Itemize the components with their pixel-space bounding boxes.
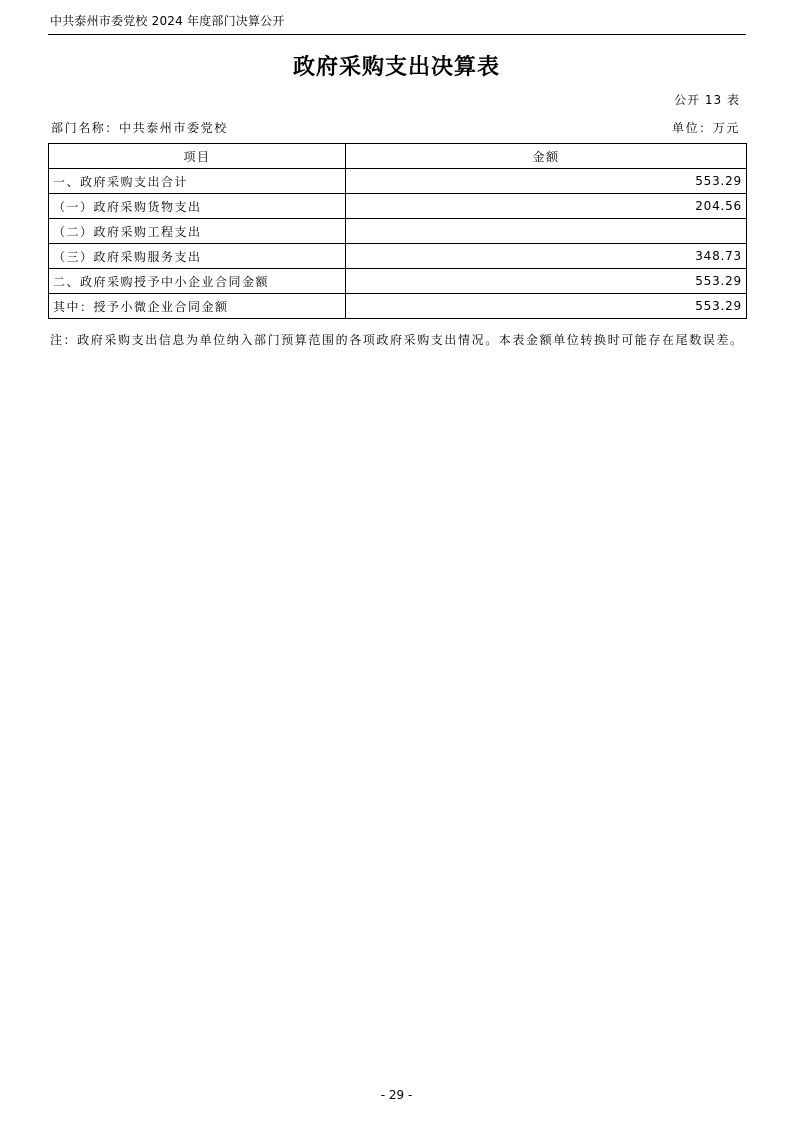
table-number: 公开 13 表 [674,93,740,107]
row-amount: 553.29 [346,169,747,194]
table-note: 注：政府采购支出信息为单位纳入部门预算范围的各项政府采购支出情况。本表金额单位转换时可能存在尾数误差。 [50,333,744,347]
table-row [49,219,747,244]
page-title: 政府采购支出决算表 [292,54,500,80]
column-header-amount: 金额 [346,144,747,169]
unit-label: 单位：万元 [671,121,740,135]
row-amount: 553.29 [346,294,747,319]
row-amount [346,219,747,244]
table-row [49,269,747,294]
row-amount: 204.56 [346,194,747,219]
row-item: （三）政府采购服务支出 [49,244,346,269]
table-row [49,194,747,219]
row-item: （一）政府采购货物支出 [49,194,346,219]
row-amount: 348.73 [346,244,747,269]
column-header-item: 项目 [49,144,346,169]
table-row [49,294,747,319]
document-header: 中共泰州市委党校 2024 年度部门决算公开 [50,14,285,28]
table-header-row [49,144,747,169]
row-amount: 553.29 [346,269,747,294]
header-rule [48,34,746,35]
row-item: 其中：授予小微企业合同金额 [49,294,346,319]
row-item: 二、政府采购授予中小企业合同金额 [49,269,346,294]
page-number: - 29 - [380,1088,413,1102]
table-row [49,169,747,194]
row-item: （二）政府采购工程支出 [49,219,346,244]
row-item: 一、政府采购支出合计 [49,169,346,194]
procurement-table [48,143,747,319]
department-name: 部门名称：中共泰州市委党校 [51,121,228,135]
table-row [49,244,747,269]
